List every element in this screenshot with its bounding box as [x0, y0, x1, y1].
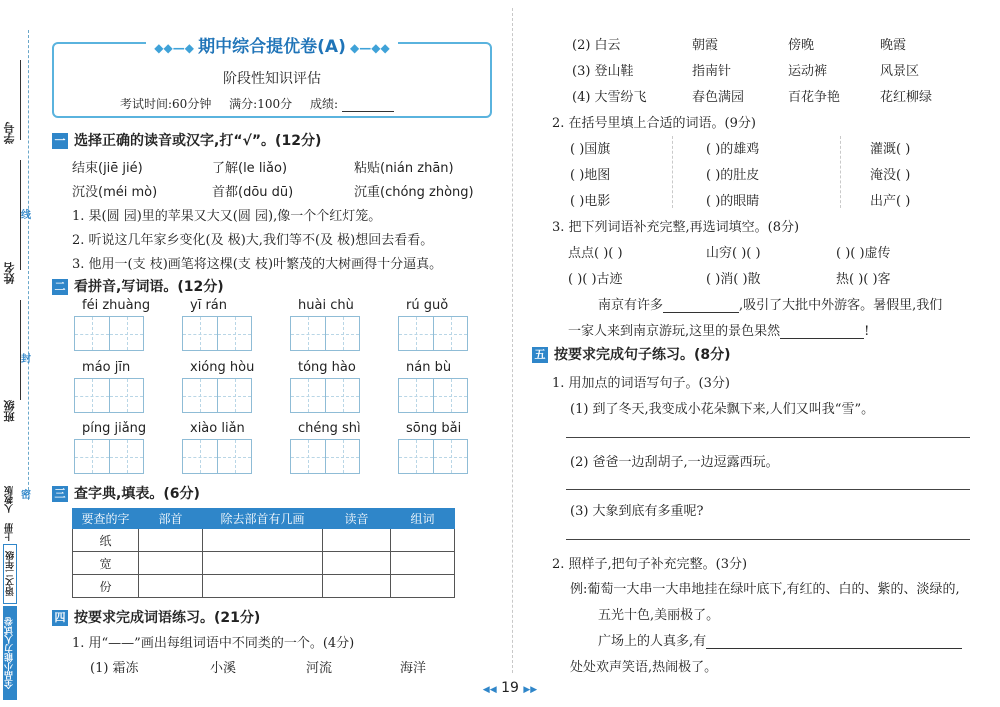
writing-cell[interactable]: [109, 439, 144, 474]
column-divider: [512, 8, 513, 673]
section-3-text: 查字典,填表。(6分): [74, 486, 200, 502]
para1-start: 南京有许多: [598, 298, 664, 313]
header-title-wrap: ◆◆—◆ 期中综合提优卷(A) ◆—◆◆: [52, 32, 492, 57]
cut-line: [28, 30, 29, 500]
s1-word-5[interactable]: 首都(dōu dū): [212, 185, 294, 200]
student-id-line: [20, 60, 21, 140]
writing-cell[interactable]: [74, 439, 109, 474]
idiom-2[interactable]: 山穷( )( ): [706, 246, 761, 261]
writing-grid: [290, 316, 360, 351]
writing-grid: [182, 439, 252, 474]
group3-word-4[interactable]: 风景区: [880, 64, 920, 79]
writing-cell[interactable]: [433, 378, 468, 413]
pinyin-label: féi zhuàng: [82, 298, 151, 313]
section-4-text: 按要求完成词语练习。(21分): [74, 610, 261, 626]
writing-cell[interactable]: [74, 378, 109, 413]
spine-series: 全品小能力人试卷: [3, 606, 17, 700]
para2-start: 一家人来到南京游玩,这里的景色果然: [568, 324, 781, 339]
col-strokes: 除去部首有几画: [203, 509, 323, 529]
para1-end: ,吸引了大批中外游客。暑假里,我们: [739, 298, 943, 313]
fill-1-1[interactable]: ( )国旗: [570, 142, 611, 157]
cut-mark-2: 封: [21, 354, 31, 365]
dictionary-header-row: [73, 509, 455, 529]
row-character: 宽: [73, 552, 139, 575]
task-line: [598, 630, 962, 649]
writing-cell[interactable]: [74, 316, 109, 351]
fill-1-2[interactable]: ( )的雄鸡: [706, 142, 760, 157]
section-5-badge: 五: [532, 347, 548, 363]
row-character: 份: [73, 575, 139, 598]
fill-2-3[interactable]: 淹没( ): [870, 168, 911, 183]
binding-margin: [0, 0, 46, 707]
col-radical: 部首: [139, 509, 203, 529]
group1-word-2[interactable]: 小溪: [210, 661, 237, 676]
idiom-1[interactable]: 点点( )( ): [568, 246, 623, 261]
writing-cell[interactable]: [217, 378, 252, 413]
writing-grid: [290, 378, 360, 413]
s5-sentence-1: (1) 到了冬天,我变成小花朵飘下来,人们又叫我“雪”。: [570, 402, 875, 417]
fill-3-1[interactable]: ( )电影: [570, 194, 611, 209]
task-blank[interactable]: [706, 648, 962, 649]
group2-word-2[interactable]: 朝霞: [692, 38, 719, 53]
prev-arrow-icon: ◀◀: [482, 685, 497, 695]
group1-word-1[interactable]: (1) 霜冻: [90, 661, 139, 676]
s1-item-1[interactable]: 1. 果(圆 园)里的苹果又大又(圆 园),像一个个红灯笼。: [72, 209, 382, 224]
table-row: [73, 552, 455, 575]
pinyin-label: máo jīn: [82, 360, 131, 375]
section-2-text: 看拼音,写词语。(12分): [74, 279, 224, 295]
group3-word-3[interactable]: 运动裤: [788, 64, 828, 79]
answer-cell[interactable]: [391, 575, 455, 598]
group3-word-2[interactable]: 指南针: [692, 64, 732, 79]
answer-cell[interactable]: [139, 575, 203, 598]
section-1-text: 选择正确的读音或汉字,打“√”。(12分): [74, 133, 322, 149]
cut-mark-1: 线: [21, 210, 31, 221]
s1-item-2[interactable]: 2. 听说这几年家乡变化(及 极)大,我们等不(及 极)想回去看看。: [72, 233, 434, 248]
col-reading: 读音: [323, 509, 391, 529]
s1-item-3[interactable]: 3. 他用一(支 枝)画笔将这棵(支 枝)叶繁茂的大树画得十分逼真。: [72, 257, 443, 272]
group4-word-1[interactable]: (4) 大雪纷飞: [572, 90, 647, 105]
pinyin-label: nán bù: [406, 360, 452, 375]
score-blank[interactable]: [342, 111, 394, 112]
series-spine: [3, 486, 17, 700]
name-label: 姓名: [3, 262, 16, 284]
s4-q2: 2. 在括号里填上合适的词语。(9分): [552, 116, 756, 131]
task-start: 广场上的人真多,有: [598, 634, 707, 649]
writing-cell[interactable]: [290, 439, 325, 474]
writing-grid: [398, 439, 468, 474]
s1-word-1[interactable]: 结束(jiē jié): [72, 161, 143, 176]
answer-cell[interactable]: [139, 529, 203, 552]
answer-cell[interactable]: [323, 575, 391, 598]
answer-cell[interactable]: [203, 529, 323, 552]
writing-grid: [74, 316, 144, 351]
answer-cell[interactable]: [391, 552, 455, 575]
fill-2-1[interactable]: ( )地图: [570, 168, 611, 183]
pinyin-label: huài chù: [298, 298, 354, 313]
idiom-5[interactable]: ( )消( )散: [706, 272, 761, 287]
section-4-badge: 四: [52, 610, 68, 626]
exam-info: [120, 95, 394, 112]
section-4-title: [52, 607, 260, 627]
answer-cell[interactable]: [323, 529, 391, 552]
answer-cell[interactable]: [203, 575, 323, 598]
section-1-title: [52, 130, 321, 150]
writing-cell[interactable]: [182, 378, 217, 413]
writing-cell[interactable]: [182, 439, 217, 474]
writing-grid: [74, 378, 144, 413]
writing-cell[interactable]: [433, 316, 468, 351]
s1-word-4[interactable]: 沉没(méi mò): [72, 185, 158, 200]
s4-q1: 1. 用“——”画出每组词语中不同类的一个。(4分): [72, 636, 355, 651]
writing-cell[interactable]: [109, 378, 144, 413]
cut-mark-3: 密: [21, 490, 31, 501]
writing-cell[interactable]: [325, 439, 360, 474]
answer-line-1[interactable]: [566, 437, 970, 438]
answer-cell[interactable]: [139, 552, 203, 575]
s5-q1: 1. 用加点的词语写句子。(3分): [552, 376, 730, 391]
writing-cell[interactable]: [217, 316, 252, 351]
section-1-badge: 一: [52, 133, 68, 149]
answer-cell[interactable]: [391, 529, 455, 552]
section-3-title: [52, 483, 200, 503]
pinyin-label: xióng hòu: [190, 360, 255, 375]
spine-volume: 上册: [3, 520, 17, 544]
s5-sentence-3: (3) 大象到底有多重呢?: [570, 504, 704, 519]
writing-grid: [290, 439, 360, 474]
section-2-title: [52, 276, 224, 296]
s5-sentence-2: (2) 爸爸一边刮胡子,一边逗露西玩。: [570, 455, 779, 470]
writing-grid: [182, 316, 252, 351]
student-id-label: 学号: [3, 122, 16, 144]
dictionary-table: [72, 508, 455, 598]
para-blank-2[interactable]: [780, 338, 864, 339]
task-end: 处处欢声笑语,热闹极了。: [570, 660, 718, 675]
page-number: [470, 680, 550, 696]
table-row: [73, 575, 455, 598]
class-label: 班级: [3, 400, 16, 422]
fill-3-3[interactable]: 出产( ): [870, 194, 911, 209]
writing-cell[interactable]: [325, 378, 360, 413]
page-number-text: 19: [501, 680, 519, 696]
idiom-3[interactable]: ( )( )虚传: [836, 246, 891, 261]
section-2-badge: 二: [52, 279, 68, 295]
score-label: 成绩:: [309, 97, 338, 111]
answer-line-3[interactable]: [566, 539, 970, 540]
group4-word-2[interactable]: 春色满园: [692, 90, 745, 105]
section-5-text: 按要求完成句子练习。(8分): [554, 347, 731, 363]
writing-cell[interactable]: [398, 316, 433, 351]
fill-2-2[interactable]: ( )的肚皮: [706, 168, 760, 183]
s1-word-2[interactable]: 了解(le liǎo): [212, 161, 288, 176]
pinyin-label: rú guǒ: [406, 298, 449, 313]
writing-cell[interactable]: [325, 316, 360, 351]
table-row: [73, 529, 455, 552]
writing-grid: [74, 439, 144, 474]
writing-grid: [398, 316, 468, 351]
writing-grid: [182, 378, 252, 413]
page-title: 期中综合提优卷(A): [198, 37, 346, 57]
group3-word-1[interactable]: (3) 登山鞋: [572, 64, 634, 79]
fill-divider-2: [840, 136, 841, 208]
group1-word-4[interactable]: 海洋: [400, 661, 427, 676]
writing-cell[interactable]: [433, 439, 468, 474]
s1-word-3[interactable]: 粘贴(nián zhān): [354, 161, 454, 176]
writing-cell[interactable]: [290, 316, 325, 351]
pinyin-label: xiào liǎn: [190, 421, 245, 436]
col-word: 组词: [391, 509, 455, 529]
para2-end: !: [864, 324, 870, 339]
writing-cell[interactable]: [290, 378, 325, 413]
fill-1-3[interactable]: 灌溉( ): [870, 142, 911, 157]
writing-grid: [398, 378, 468, 413]
next-arrow-icon: ▶▶: [523, 685, 538, 695]
group2-word-1[interactable]: (2) 白云: [572, 38, 621, 53]
group2-word-3[interactable]: 傍晚: [788, 38, 815, 53]
spine-edition: 人教版: [3, 480, 17, 520]
group2-word-4[interactable]: 晚霞: [880, 38, 907, 53]
group4-word-4[interactable]: 花红柳绿: [880, 90, 933, 105]
writing-cell[interactable]: [398, 439, 433, 474]
group1-word-3[interactable]: 河流: [306, 661, 333, 676]
exam-time: 考试时间:60分钟: [120, 97, 212, 111]
s4-q3: 3. 把下列词语补充完整,再选词填空。(8分): [552, 220, 800, 235]
header-subtitle: 阶段性知识评估: [223, 71, 321, 87]
section-3-badge: 三: [52, 486, 68, 502]
fill-divider-1: [672, 136, 673, 208]
example-line-2: 五光十色,美丽极了。: [598, 608, 720, 623]
para-blank-1[interactable]: [663, 312, 739, 313]
fill-3-2[interactable]: ( )的眼睛: [706, 194, 760, 209]
example-line-1: 例:葡萄一大串一大串地挂在绿叶底下,有红的、白的、紫的、淡绿的,: [570, 582, 960, 597]
writing-cell[interactable]: [109, 316, 144, 351]
writing-cell[interactable]: [182, 316, 217, 351]
s4-paragraph-line-2: [568, 320, 869, 339]
idiom-4[interactable]: ( )( )古迹: [568, 272, 623, 287]
s4-paragraph-line-1: [598, 294, 942, 313]
writing-cell[interactable]: [398, 378, 433, 413]
pinyin-label: sōng bǎi: [406, 421, 462, 436]
row-character: 纸: [73, 529, 139, 552]
answer-cell[interactable]: [203, 552, 323, 575]
s5-q2: 2. 照样子,把句子补充完整。(3分): [552, 557, 748, 572]
s1-word-6[interactable]: 沉重(chóng zhòng): [354, 185, 474, 200]
pinyin-label: tóng hào: [298, 360, 356, 375]
full-score: 满分:100分: [229, 97, 293, 111]
pinyin-label: chéng shì: [298, 421, 361, 436]
pinyin-label: yī rán: [190, 298, 227, 313]
group4-word-3[interactable]: 百花争艳: [788, 90, 841, 105]
idiom-6[interactable]: 热( )( )客: [836, 272, 891, 287]
writing-cell[interactable]: [217, 439, 252, 474]
answer-line-2[interactable]: [566, 489, 970, 490]
spine-grade: 语文二年级: [3, 544, 17, 604]
col-character: 要查的字: [73, 509, 139, 529]
pinyin-label: píng jiǎng: [82, 421, 147, 436]
answer-cell[interactable]: [323, 552, 391, 575]
section-5-title: [532, 344, 731, 364]
